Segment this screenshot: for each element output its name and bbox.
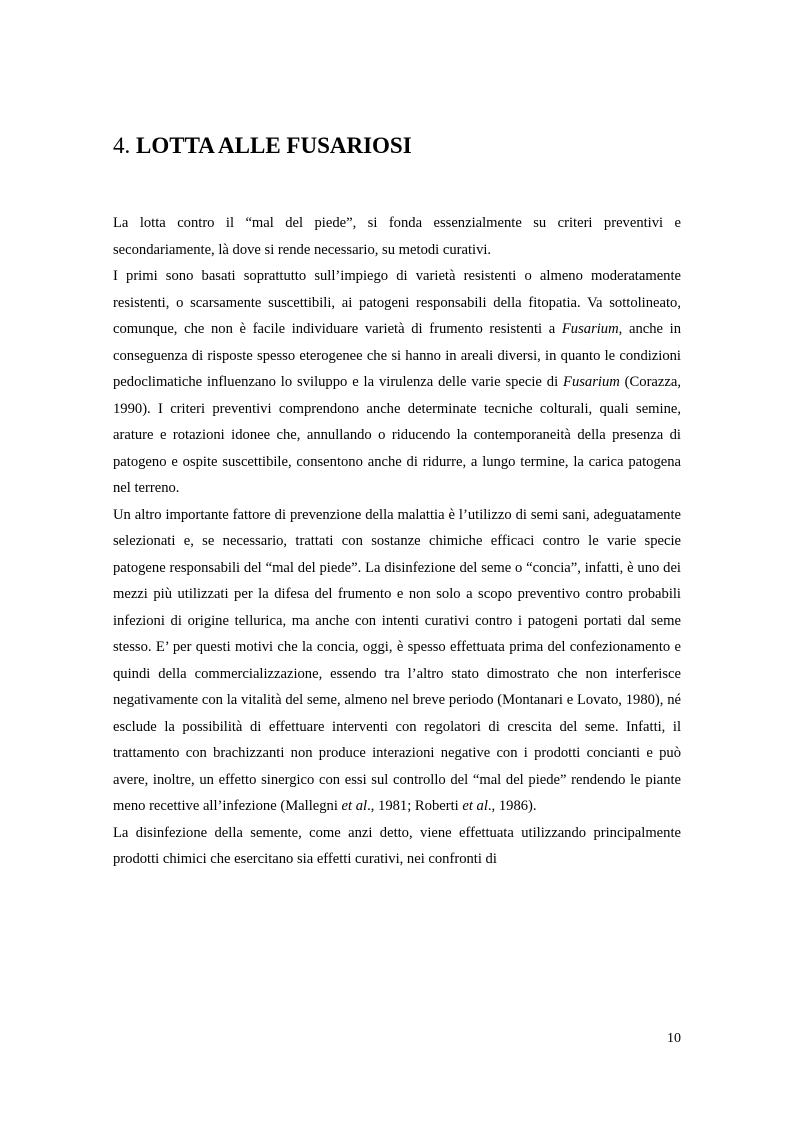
text-run: I primi sono basati soprattutto sull’impiego di varietà resistenti o almeno moderatamente resistenti, o scarsamente suscettibili, ai patogeni responsabili della fitopatia. Va sottolineato, comunque, che non è facile individuare varietà di frumento resistenti a [113,268,681,337]
italic-et-al: et al [341,798,368,814]
paragraph-1 [113,210,681,263]
italic-term-fusarium: Fusarium [561,321,619,337]
chapter-title: LOTTA ALLE FUSARIOSI [136,133,412,158]
text-run: ., 1986). [487,798,537,814]
page-number: 10 [667,1031,681,1046]
text-run: Un altro importante fattore di prevenzione della malattia è l’utilizzo di semi sani, adeguatamente selezionati e, se necessario, trattati con sostanze chimiche efficaci contro le varie specie patogene responsabili del “mal del piede”. La disinfezione del seme o “concia”, infatti, è uno dei mezzi più utilizzati per la difesa del frumento e non solo a scopo preventivo contro probabili infezioni di origine tellurica, ma anche con intenti curativi contro i patogeni portati dal seme stesso. E’ per questi motivi che la concia, oggi, è spesso effettuata prima del confezionamento e quindi della commercializzazione, essendo tra l’altro stato dimostrato che non interferisce negativamente con la vitalità del seme, almeno nel breve periodo (Montanari e Lovato, 1980), né esclude la possibilità di effettuare interventi con regolatori di crescita del seme. Infatti, il trattamento con brachizzanti non produce interazioni negative con i prodotti concianti e può avere, inoltre, un effetto sinergico con essi sul controllo del “mal del piede” rendendo le piante meno recettive all’infezione (Mallegni [113,506,681,814]
text-run: ., 1981; Roberti [367,798,463,814]
paragraph-4 [113,820,681,873]
paragraph-3 [113,502,681,820]
body-text [113,210,681,873]
chapter-number: 4. [113,133,131,158]
text-run: La disinfezione della semente, come anzi detto, viene effettuata utilizzando principalmente prodotti chimici che esercitano sia effetti curativi, nei confronti di [113,824,681,867]
text-run: La lotta contro il “mal del piede”, si fonda essenzialmente su criteri preventivi e secondariamente, là dove si rende necessario, su metodi curativi. [113,215,681,258]
italic-et-al: et al [462,798,488,814]
italic-term-fusarium: Fusarium [563,374,620,390]
chapter-heading [113,128,412,164]
paragraph-2 [113,263,681,502]
text-run: , anche in conseguenza di risposte spesso eterogenee che si hanno in areali diversi, in quanto le condizioni pedoclimatiche influenzano lo sviluppo e la virulenza delle varie specie di [113,321,682,390]
text-run: (Corazza, 1990). I criteri preventivi comprendono anche determinate tecniche colturali, quali semine, arature e rotazioni idonee che, annullando o riducendo la contemporaneità della presenza di patogeno e ospite suscettibile, consentono anche di ridurre, a lungo termine, la carica patogena nel terreno. [113,374,681,496]
